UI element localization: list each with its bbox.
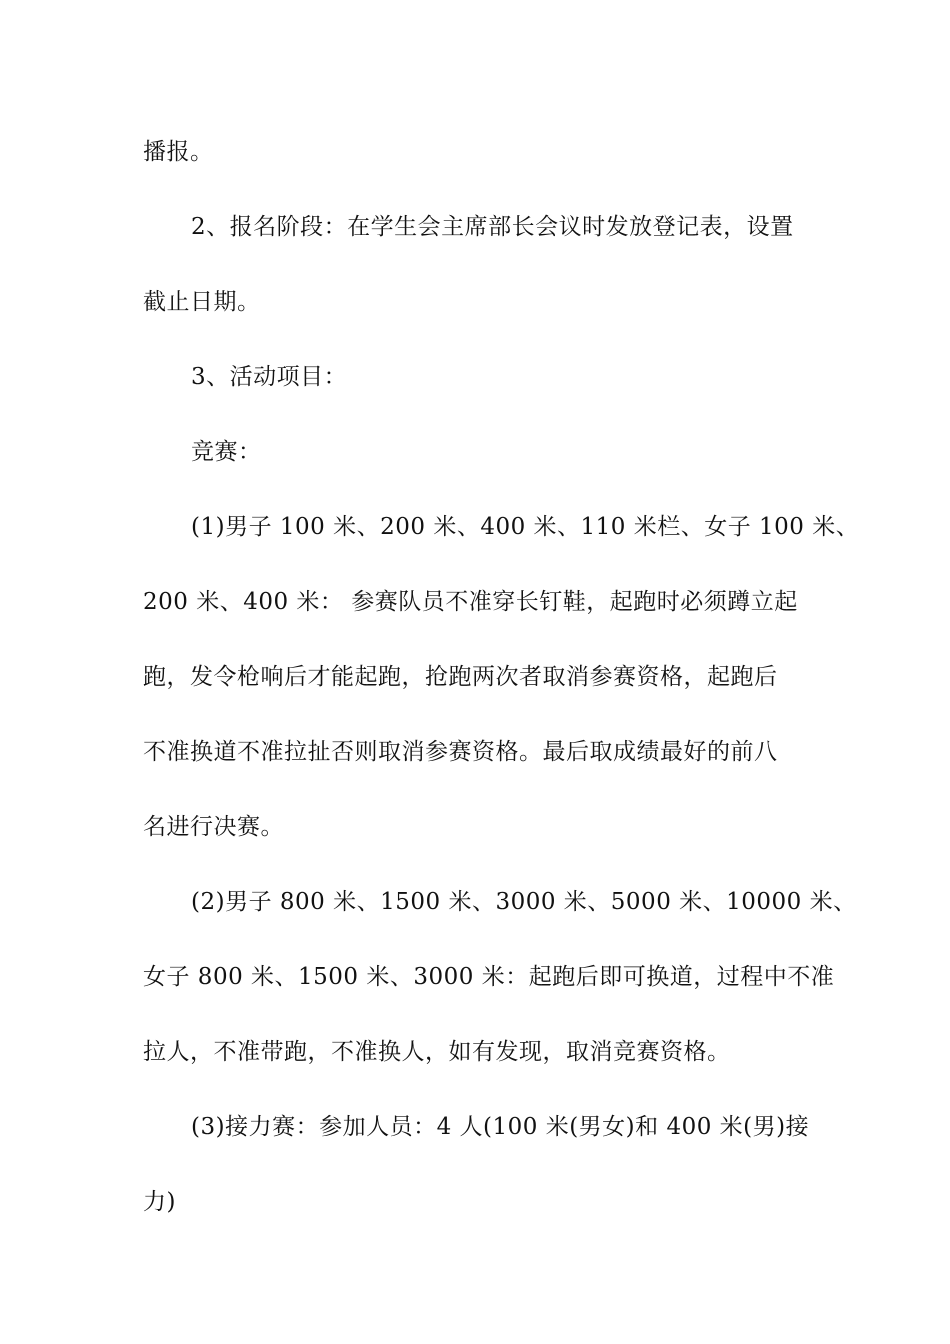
text-line: 拉人，不准带跑，不准换人，如有发现，取消竞赛资格。	[143, 1039, 731, 1065]
text-line: (3)接力赛：参加人员：4 人(100 米(男女)和 400 米(男)接	[191, 1114, 810, 1140]
text-line: 播报。	[143, 139, 214, 165]
text-line: 不准换道不准拉扯否则取消参赛资格。最后取成绩最好的前八	[143, 739, 778, 765]
text-line: 跑，发令枪响后才能起跑，抢跑两次者取消参赛资格，起跑后	[143, 664, 778, 690]
text-line: 200 米、400 米： 参赛队员不准穿长钉鞋，起跑时必须蹲立起	[143, 589, 798, 615]
text-line: 名进行决赛。	[143, 814, 284, 840]
text-line: 3、活动项目：	[191, 364, 348, 390]
document-body	[143, 115, 860, 1240]
text-line: 2、报名阶段：在学生会主席部长会议时发放登记表，设置	[191, 214, 794, 240]
text-line: 截止日期。	[143, 289, 261, 315]
text-line: 力)	[143, 1189, 176, 1215]
text-line: 竞赛：	[191, 439, 262, 465]
text-line: (2)男子 800 米、1500 米、3000 米、5000 米、10000 米、	[191, 889, 857, 915]
text-line: 女子 800 米、1500 米、3000 米：起跑后即可换道，过程中不准	[143, 964, 835, 990]
text-line: (1)男子 100 米、200 米、400 米、110 米栏、女子 100 米、	[191, 514, 860, 540]
